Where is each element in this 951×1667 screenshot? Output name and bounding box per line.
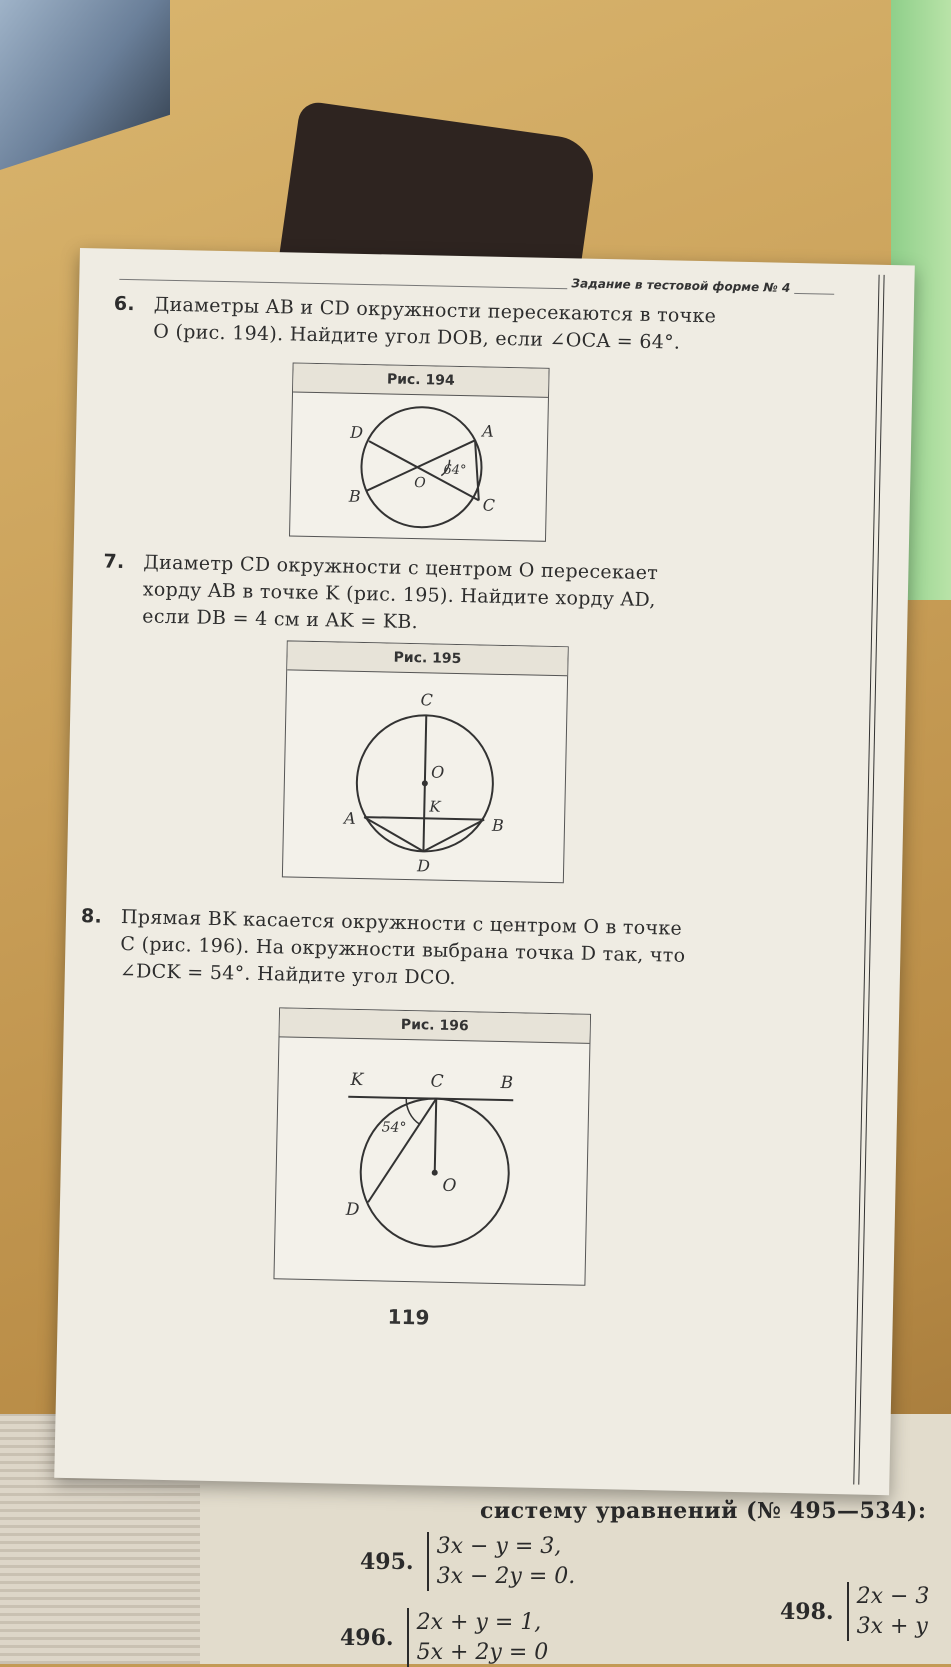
task-text-line: Диаметр CD окружности с центром O пересекает <box>143 551 659 585</box>
equation-line: 2x + y = 1, <box>416 1610 542 1635</box>
figure-caption: Рис. 195 <box>287 641 568 676</box>
equation-number: 496. <box>340 1624 394 1651</box>
page-spine <box>853 275 884 1485</box>
angle-label: 64° <box>443 462 467 479</box>
equation-496 <box>340 1608 548 1667</box>
task-7 <box>103 549 774 643</box>
task-6 <box>113 292 754 359</box>
equation-system <box>847 1582 930 1641</box>
equation-number: 495. <box>360 1548 414 1575</box>
label-O: O <box>413 475 426 492</box>
radius-CO <box>435 1099 437 1173</box>
task-8 <box>80 904 782 999</box>
equation-line: 3x − 2y = 0. <box>436 1563 576 1589</box>
center-point <box>422 780 428 786</box>
equation-line: 3x − y = 3, <box>436 1534 562 1559</box>
label-K: K <box>350 1069 364 1091</box>
equation-line: 5x + 2y = 0 <box>416 1639 549 1665</box>
equations-header: систему уравнений (№ 495—534): <box>480 1498 927 1524</box>
label-D: D <box>416 856 431 876</box>
label-O: O <box>442 1175 457 1197</box>
label-C: C <box>430 1071 444 1092</box>
chord-AB <box>364 817 484 820</box>
task-text-line: C (рис. 196). На окружности выбрана точка D так, что <box>120 933 686 967</box>
label-A: A <box>482 421 495 441</box>
label-C: C <box>482 495 496 515</box>
label-D: D <box>345 1199 360 1221</box>
task-text-line: хорду AB в точке K (рис. 195). Найдите хорду AD, <box>142 578 656 612</box>
figure-196-drawing <box>274 1037 589 1284</box>
task-text-line: если DB = 4 см и AK = KB. <box>142 605 419 634</box>
equation-system <box>407 1608 549 1667</box>
chord-DB <box>423 818 484 852</box>
figure-caption: Рис. 196 <box>280 1008 591 1043</box>
figure-195 <box>282 640 569 883</box>
label-C: C <box>420 690 434 710</box>
center-point <box>432 1170 438 1176</box>
figure-194-drawing <box>290 392 548 540</box>
task-text-line: ∠DCK = 54°. Найдите угол DCO. <box>119 959 457 990</box>
task-number: 8. <box>80 905 103 928</box>
label-B: B <box>500 1072 514 1094</box>
label-B: B <box>348 486 361 506</box>
worksheet-page <box>54 248 915 1495</box>
task-text-line: Диаметры AB и CD окружности пересекаются в точке <box>153 293 717 328</box>
chord-CD <box>368 1097 436 1203</box>
label-O: O <box>430 762 445 782</box>
task-number: 6. <box>113 292 136 316</box>
page-number: 119 <box>387 1304 430 1330</box>
equation-number: 498. <box>780 1598 834 1625</box>
figure-caption: Рис. 194 <box>293 363 549 397</box>
equation-line: 2x − 3 <box>856 1584 930 1609</box>
header-tag: Задание в тестовой форме № 4 <box>567 276 794 295</box>
task-text-line: O (рис. 194). Найдите угол DOB, если ∠OCA = 64°. <box>153 320 681 354</box>
angle-label: 54° <box>381 1119 407 1137</box>
chord-AD <box>363 817 424 851</box>
label-K: K <box>429 797 441 816</box>
figure-194 <box>289 362 550 541</box>
label-D: D <box>350 422 364 442</box>
label-B: B <box>491 815 504 835</box>
equation-line: 3x + y <box>856 1613 928 1639</box>
task-number: 7. <box>103 550 125 573</box>
task-text-line: Прямая BK касается окружности с центром O в точке <box>120 906 683 940</box>
label-A: A <box>343 808 356 828</box>
equation-498 <box>780 1582 929 1641</box>
figure-195-drawing <box>283 670 567 882</box>
equation-495 <box>360 1532 575 1591</box>
figure-196 <box>273 1007 591 1285</box>
equation-system <box>427 1532 576 1591</box>
lower-textbook-text <box>200 1490 951 1664</box>
